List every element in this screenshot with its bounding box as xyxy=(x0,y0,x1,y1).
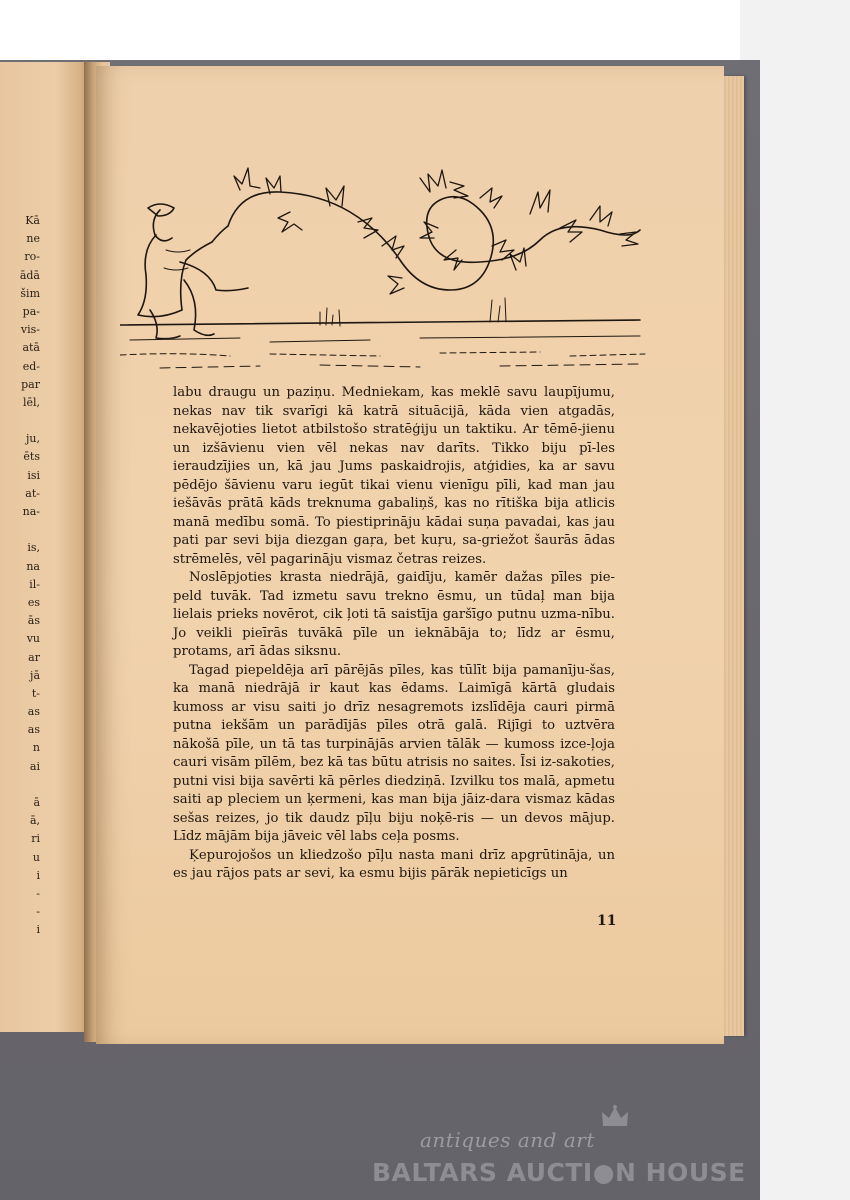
left-page-fragment: vis- xyxy=(20,323,40,337)
left-page-fragment: ed- xyxy=(22,359,40,373)
left-page-fragment: vu xyxy=(26,632,40,646)
left-page-fragment xyxy=(0,776,40,794)
left-page-fragment: ā xyxy=(33,796,40,809)
left-page-fragment: i xyxy=(36,923,40,937)
top-background xyxy=(0,0,850,60)
page-edge-stack xyxy=(722,76,744,1036)
left-page-fragment: ā, xyxy=(29,814,40,828)
left-page-fragment: ne xyxy=(26,232,40,246)
left-page-fragment: ar xyxy=(28,650,40,664)
watermark-tagline: antiques and art xyxy=(420,1128,595,1152)
paragraph: labu draugu un paziņu. Medniekam, kas meklē savu laupījumu, nekas nav tik svarīgi kā katrā situācijā, kāda vien atgadās, nekavējoties lietot atbilstošo stratēģiju un taktiku. Ar tēmē-jienu un izšāvienu vien vēl nekas nav darīts. Tikko biju pī-les ieraudzījies un, kā jau Jums paskaidrojis, atģidies, ka ar savu pēdējo šāvienu varu iegūt tikai vienu vienīgu pīli, kad man jau iešāvās prātā kāds treknuma gabaliņš, kas no rītiška bija atlicis manā medību somā. To piestiprināju kādai suņa pavadai, kas jau pati par sevi bija diezgan gaŗa, bet kuŗu, sa-griežot šaurās ādas strēmelēs, vēl pagarināju vismaz četras reizes. xyxy=(173,385,615,567)
left-page-fragment: atā xyxy=(22,341,40,355)
left-page-fragment: ai xyxy=(29,759,40,773)
left-page-fragment xyxy=(0,412,40,430)
paragraph: Tagad piepeldēja arī pārējās pīles, kas tūlīt bija pamanīju-šas, ka manā niedrājā ir kaut kas ēdams. Laimīgā kārtā gludais kumoss ar visu saiti jo drīz nesagremots izslīdēja cauri pirmā putna iekšām un parādījās pīles otrā galā. Rijīgi to uztvēra nākošā pīle, un tā tas turpinājās arvien tālāk — kumoss izce-ļoja cauri visām pīlēm, bez kā tas būtu atrisis no saites. Īsi iz-sakoties, putni visi bija savērti kā pērles diedziņā. Izvilku tos malā, apmetu saiti ap pleciem un ķermeni, kas man bija jāiz-dara vismaz kādas sešas reizes, jo tik daudz pīļu biju noķē-ris — un devos mājup. Līdz mājām bija jāveic vēl labs ceļa posms. xyxy=(173,662,615,844)
left-page-fragment: n xyxy=(32,741,40,755)
left-page-fragment: šim xyxy=(20,286,40,300)
left-page-fragment xyxy=(0,521,40,539)
paragraph: Noslēpjoties krasta niedrājā, gaidīju, kamēr dažas pīles pie-peld tuvāk. Tad izmetu savu trekno ēsmu, un tūdaļ man bija lielais prieks novērot, cik ļoti tā saistīja garšīgo putnu uzma-nību. Jo veikli pieīrās tuvākā pīle un ieknābāja to; līdz ar ēsmu, protams, arī ādas siksnu. xyxy=(173,570,615,659)
left-page-fragment: - xyxy=(36,905,40,919)
left-page-fragment: ādā xyxy=(19,268,40,282)
left-page-fragment: i xyxy=(36,868,40,882)
paragraph: Ķepurojošos un kliedzošo pīļu nasta mani drīz apgrūtināja, un es jau rājos pats ar sevi, ka esmu bijis pārāk nepieticīgs un xyxy=(173,847,615,881)
left-page-fragment: pa- xyxy=(22,304,40,318)
crown-icon xyxy=(600,1104,630,1130)
left-page-fragment: ēts xyxy=(23,450,40,464)
left-facing-page xyxy=(0,62,92,1032)
left-page-fragment: na xyxy=(26,559,40,573)
left-page-line-fragments xyxy=(0,212,40,940)
left-page-fragment: isi xyxy=(27,468,40,482)
left-page-fragment: t- xyxy=(31,686,40,700)
left-page-fragment: par xyxy=(21,377,40,391)
left-page-fragment: il- xyxy=(29,577,40,591)
left-page-fragment: ro- xyxy=(24,250,40,264)
watermark-name: BALTARS AUCTI●N HOUSE xyxy=(372,1158,746,1187)
page-text-body xyxy=(173,384,615,884)
left-page-fragment: na- xyxy=(22,505,40,518)
left-page-fragment: ri xyxy=(31,832,40,846)
left-page-fragment: Kā xyxy=(25,214,40,227)
left-page-fragment: lēl, xyxy=(22,395,40,409)
left-page-fragment: as xyxy=(27,723,40,737)
left-page-fragment: ās xyxy=(27,614,40,628)
left-page-fragment: is, xyxy=(27,541,40,555)
left-page-fragment: as xyxy=(27,705,40,719)
left-page-fragment: es xyxy=(27,595,40,609)
page-number: 11 xyxy=(597,913,617,929)
left-page-fragment: at- xyxy=(25,486,40,500)
left-page-fragment: - xyxy=(36,886,40,900)
left-page-fragment: jā xyxy=(30,668,40,682)
left-page-fragment: ju, xyxy=(26,432,40,446)
hunter-with-geese-illustration xyxy=(120,150,655,375)
left-page-fragment: u xyxy=(32,850,40,864)
